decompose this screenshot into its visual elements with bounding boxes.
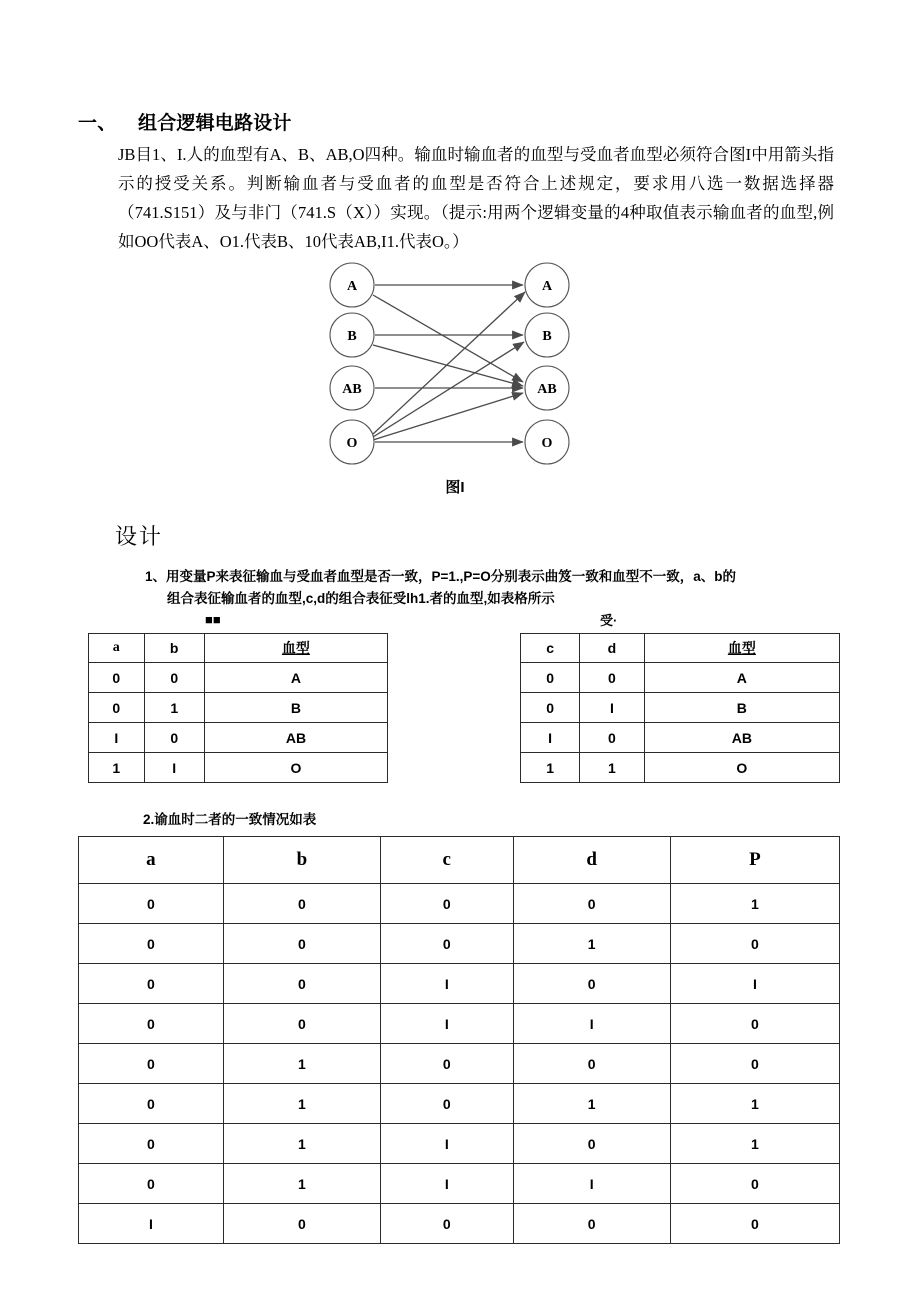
cell: 1 — [223, 1084, 380, 1124]
donor-header-b: b — [144, 634, 204, 663]
cell: 0 — [79, 1044, 224, 1084]
cell: 0 — [381, 884, 513, 924]
truth-table — [78, 836, 840, 1244]
cell: 1 — [521, 753, 580, 783]
table-row — [79, 1204, 840, 1244]
cell: 0 — [223, 924, 380, 964]
cell: O — [204, 753, 387, 783]
table-header-row — [79, 837, 840, 884]
truth-header-b: b — [223, 837, 380, 884]
design-step-1-line2: 组合表征输血者的血型,c,d的组合表征受lh1.者的血型,如表格所示 — [167, 591, 555, 606]
cell: 0 — [381, 924, 513, 964]
table-row — [89, 663, 388, 693]
cell: 0 — [521, 663, 580, 693]
cell: 0 — [223, 964, 380, 1004]
cell: I — [79, 1204, 224, 1244]
cell: 0 — [381, 1084, 513, 1124]
truth-header-a: a — [79, 837, 224, 884]
cell: 1 — [670, 884, 839, 924]
node-donor-O-label: O — [346, 436, 358, 451]
cell: 0 — [670, 1004, 839, 1044]
recipient-header-d: d — [580, 634, 644, 663]
cell: 0 — [580, 663, 644, 693]
recipient-table-caption: 受· — [600, 613, 618, 628]
cell: I — [381, 1004, 513, 1044]
cell: B — [204, 693, 387, 723]
cell: 1 — [670, 1124, 839, 1164]
edge-A-to-AB — [373, 295, 523, 382]
cell: 0 — [381, 1044, 513, 1084]
table-row — [521, 693, 840, 723]
cell: 0 — [521, 693, 580, 723]
recipient-nodes — [525, 263, 569, 464]
cell: B — [644, 693, 839, 723]
cell: I — [381, 1164, 513, 1204]
table-row — [79, 1124, 840, 1164]
cell: 0 — [223, 884, 380, 924]
cell: 0 — [79, 964, 224, 1004]
table-row — [89, 723, 388, 753]
cell: I — [580, 693, 644, 723]
cell: AB — [644, 723, 839, 753]
table-row — [79, 964, 840, 1004]
cell: 0 — [144, 663, 204, 693]
donor-header-a: a — [89, 634, 145, 663]
cell: 1 — [670, 1084, 839, 1124]
cell: 0 — [670, 1204, 839, 1244]
cell: 0 — [513, 1124, 670, 1164]
cell: 0 — [79, 1084, 224, 1124]
table-row — [521, 723, 840, 753]
cell: 0 — [79, 924, 224, 964]
edge-group — [373, 285, 525, 442]
cell: 0 — [670, 1044, 839, 1084]
cell: 0 — [79, 1164, 224, 1204]
cell: A — [204, 663, 387, 693]
table-row — [79, 1044, 840, 1084]
donor-blood-type-table — [88, 633, 388, 783]
cell: 0 — [580, 723, 644, 753]
cell: I — [144, 753, 204, 783]
table-row — [79, 1164, 840, 1204]
table-header-row — [521, 634, 840, 663]
node-donor-B-label: B — [347, 329, 357, 344]
truth-header-d: d — [513, 837, 670, 884]
recipient-header-bloodtype: 血型 — [727, 640, 756, 656]
cell: 0 — [89, 663, 145, 693]
cell: AB — [204, 723, 387, 753]
cell: I — [381, 1124, 513, 1164]
section-heading — [78, 108, 838, 135]
cell: 1 — [89, 753, 145, 783]
table-row — [79, 1004, 840, 1044]
table-header-row — [89, 634, 388, 663]
cell: 0 — [670, 924, 839, 964]
cell: 0 — [670, 1164, 839, 1204]
donor-nodes — [330, 263, 374, 464]
cell: 0 — [223, 1004, 380, 1044]
blood-type-compatibility-diagram — [325, 262, 585, 477]
cell: 0 — [513, 1204, 670, 1244]
node-recipient-B-label: B — [542, 329, 552, 344]
cell: 0 — [513, 964, 670, 1004]
cell: 1 — [513, 1084, 670, 1124]
cell: I — [521, 723, 580, 753]
edge-O-to-B — [373, 342, 524, 437]
edge-O-to-AB — [373, 393, 523, 440]
cell: 0 — [513, 1044, 670, 1084]
cell: 1 — [223, 1044, 380, 1084]
truth-header-c: c — [381, 837, 513, 884]
table-row — [89, 693, 388, 723]
donor-table-caption: ■■ — [205, 612, 221, 627]
cell: 1 — [144, 693, 204, 723]
cell: 0 — [381, 1204, 513, 1244]
cell: I — [513, 1004, 670, 1044]
cell: 0 — [79, 1004, 224, 1044]
recipient-header-c: c — [521, 634, 580, 663]
table-row — [521, 753, 840, 783]
donor-header-bloodtype: 血型 — [281, 640, 310, 656]
node-donor-A-label: A — [346, 279, 358, 294]
table-row — [79, 1084, 840, 1124]
figure-caption: 图I — [445, 479, 465, 496]
cell: 1 — [223, 1124, 380, 1164]
section-title: 组合逻辑电路设计 — [138, 113, 292, 134]
cell: I — [513, 1164, 670, 1204]
design-step-2: 2.谕血时二者的一致情况如表 — [143, 812, 317, 827]
table-row — [89, 753, 388, 783]
cell: 0 — [223, 1204, 380, 1244]
node-recipient-AB-label: AB — [537, 382, 557, 397]
table-row — [79, 884, 840, 924]
design-step-1-line1: 1、用变量P来表征输血与受血者血型是否一致，P=1.,P=O分别表示曲笈一致和血型不一致，a、b的 — [145, 569, 737, 584]
table-row — [79, 924, 840, 964]
problem-statement: JB目1、I.人的血型有A、B、AB,O四种。输血时输血者的血型与受血者血型必须符合图I中用箭头指示的授受关系。判断输血者与受血者的血型是否符合上述规定，要求用八选一数据选择器（741.S151）及与非门（741.S（X））实现。（提示:用两个逻辑变量的4种取值表示输血者的血型,例如OO代表A、O1.代表B、10代表AB,I1.代表O。） — [118, 145, 834, 251]
cell: 1 — [223, 1164, 380, 1204]
design-heading: 设计 — [115, 524, 164, 549]
node-recipient-A-label: A — [541, 279, 553, 294]
cell: 0 — [89, 693, 145, 723]
truth-header-p: P — [670, 837, 839, 884]
edge-O-to-A — [373, 292, 525, 434]
cell: A — [644, 663, 839, 693]
diagram-svg — [325, 262, 585, 477]
design-step-1 — [145, 566, 835, 610]
node-donor-AB-label: AB — [342, 382, 362, 397]
cell: O — [644, 753, 839, 783]
cell: 0 — [513, 884, 670, 924]
edge-B-to-AB — [373, 345, 523, 386]
cell: 0 — [79, 1124, 224, 1164]
cell: 0 — [79, 884, 224, 924]
cell: 0 — [144, 723, 204, 753]
cell: I — [670, 964, 839, 1004]
table-row — [521, 663, 840, 693]
cell: 1 — [580, 753, 644, 783]
cell: I — [381, 964, 513, 1004]
cell: 1 — [513, 924, 670, 964]
node-recipient-O-label: O — [541, 436, 553, 451]
section-number: 一、 — [78, 113, 117, 134]
cell: I — [89, 723, 145, 753]
recipient-blood-type-table — [520, 633, 840, 783]
